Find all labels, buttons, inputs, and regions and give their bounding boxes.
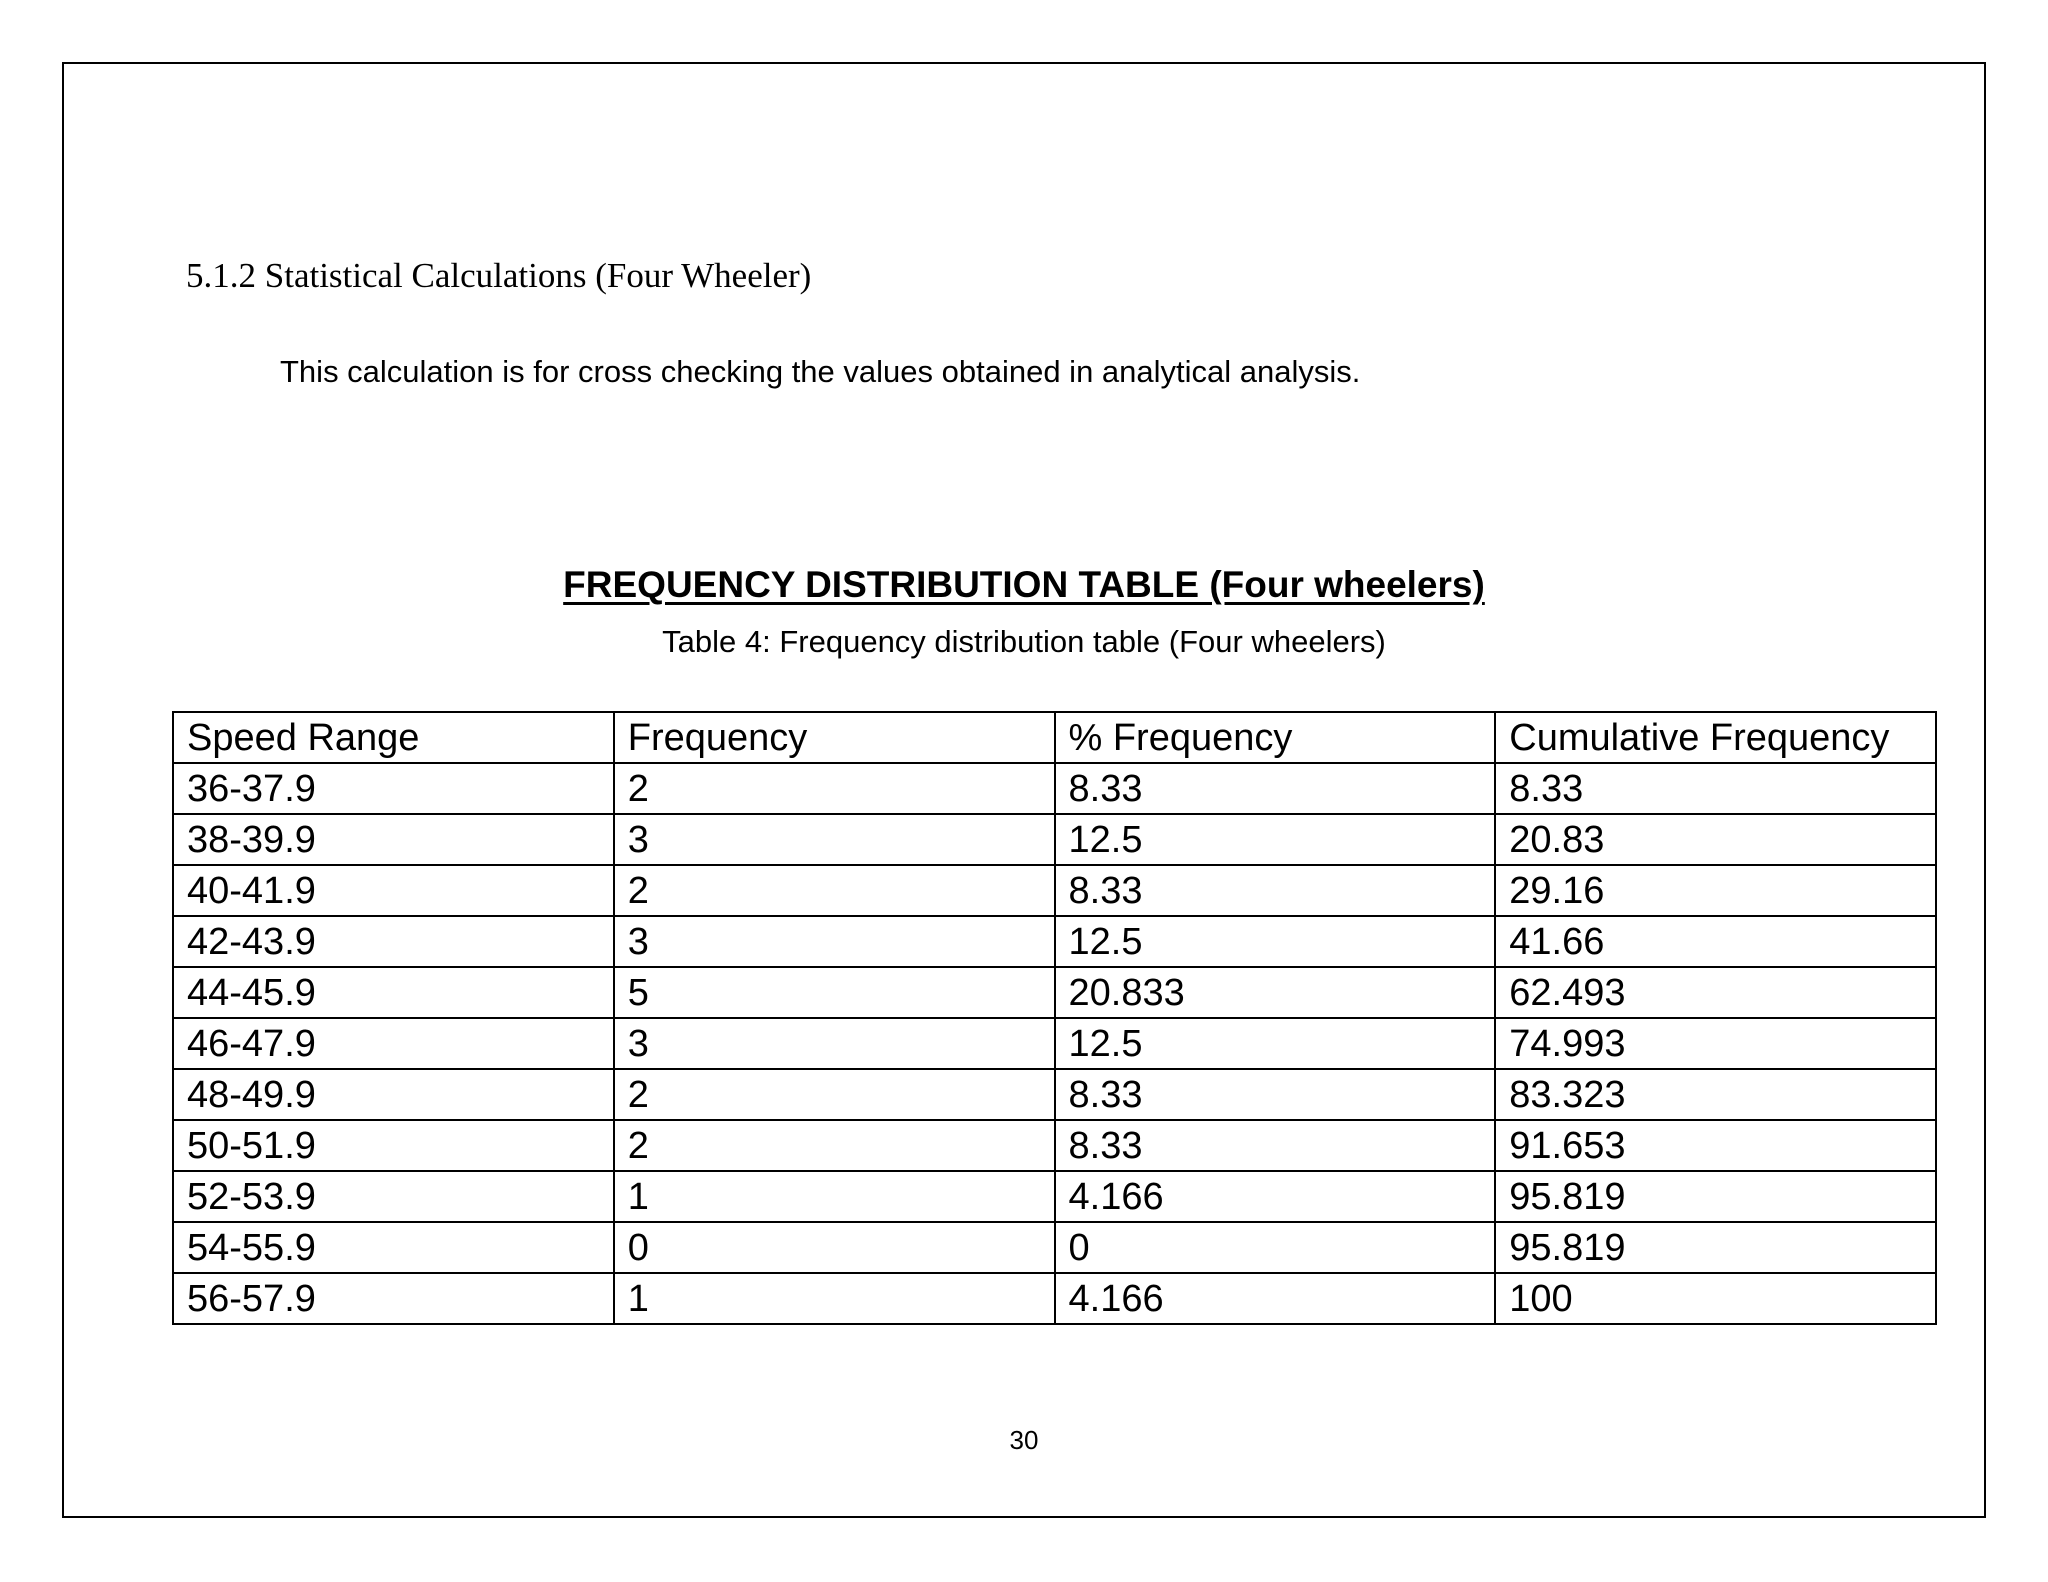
- cell-frequency: 5: [614, 967, 1055, 1018]
- cell-speed-range: 48-49.9: [173, 1069, 614, 1120]
- cell-speed-range: 44-45.9: [173, 967, 614, 1018]
- cell-percent-frequency: 0: [1055, 1222, 1496, 1273]
- table-title-text: FREQUENCY DISTRIBUTION TABLE (Four wheelers): [563, 564, 1485, 605]
- intro-paragraph: This calculation is for cross checking the values obtained in analytical analysis.: [280, 354, 1361, 389]
- cell-cumulative-frequency: 95.819: [1495, 1222, 1936, 1273]
- table-row: [173, 1018, 1936, 1069]
- header-row: [173, 712, 1936, 763]
- cell-percent-frequency: 4.166: [1055, 1171, 1496, 1222]
- cell-percent-frequency: 20.833: [1055, 967, 1496, 1018]
- table-body: [173, 763, 1936, 1324]
- header-percent-frequency: % Frequency: [1055, 712, 1496, 763]
- cell-percent-frequency: 12.5: [1055, 1018, 1496, 1069]
- section-heading: 5.1.2 Statistical Calculations (Four Wheeler): [186, 256, 812, 295]
- cell-cumulative-frequency: 20.83: [1495, 814, 1936, 865]
- cell-percent-frequency: 12.5: [1055, 814, 1496, 865]
- cell-speed-range: 42-43.9: [173, 916, 614, 967]
- cell-percent-frequency: 8.33: [1055, 763, 1496, 814]
- cell-percent-frequency: 8.33: [1055, 865, 1496, 916]
- cell-frequency: 3: [614, 814, 1055, 865]
- table-row: [173, 1171, 1936, 1222]
- cell-cumulative-frequency: 29.16: [1495, 865, 1936, 916]
- table-caption: Table 4: Frequency distribution table (Four wheelers): [662, 624, 1386, 659]
- cell-cumulative-frequency: 83.323: [1495, 1069, 1936, 1120]
- table-row: [173, 1273, 1936, 1324]
- cell-frequency: 3: [614, 1018, 1055, 1069]
- cell-speed-range: 56-57.9: [173, 1273, 614, 1324]
- cell-percent-frequency: 8.33: [1055, 1120, 1496, 1171]
- cell-speed-range: 46-47.9: [173, 1018, 614, 1069]
- cell-cumulative-frequency: 41.66: [1495, 916, 1936, 967]
- header-frequency: Frequency: [614, 712, 1055, 763]
- cell-percent-frequency: 4.166: [1055, 1273, 1496, 1324]
- header-speed-range: Speed Range: [173, 712, 614, 763]
- cell-percent-frequency: 12.5: [1055, 916, 1496, 967]
- cell-frequency: 1: [614, 1171, 1055, 1222]
- cell-frequency: 2: [614, 1120, 1055, 1171]
- cell-frequency: 2: [614, 865, 1055, 916]
- cell-cumulative-frequency: 95.819: [1495, 1171, 1936, 1222]
- cell-frequency: 3: [614, 916, 1055, 967]
- table-header: [173, 712, 1936, 763]
- page-number: 30: [1009, 1425, 1039, 1455]
- table-row: [173, 1120, 1936, 1171]
- table-row: [173, 865, 1936, 916]
- cell-speed-range: 54-55.9: [173, 1222, 614, 1273]
- table-row: [173, 763, 1936, 814]
- table-title: [0, 562, 2048, 608]
- cell-percent-frequency: 8.33: [1055, 1069, 1496, 1120]
- cell-cumulative-frequency: 8.33: [1495, 763, 1936, 814]
- table-row: [173, 814, 1936, 865]
- table-row: [173, 1222, 1936, 1273]
- cell-speed-range: 50-51.9: [173, 1120, 614, 1171]
- cell-cumulative-frequency: 62.493: [1495, 967, 1936, 1018]
- header-cumulative-frequency: Cumulative Frequency: [1495, 712, 1936, 763]
- cell-cumulative-frequency: 74.993: [1495, 1018, 1936, 1069]
- cell-speed-range: 40-41.9: [173, 865, 614, 916]
- table-row: [173, 1069, 1936, 1120]
- cell-cumulative-frequency: 100: [1495, 1273, 1936, 1324]
- cell-frequency: 2: [614, 763, 1055, 814]
- cell-cumulative-frequency: 91.653: [1495, 1120, 1936, 1171]
- cell-speed-range: 36-37.9: [173, 763, 614, 814]
- cell-frequency: 2: [614, 1069, 1055, 1120]
- table-row: [173, 916, 1936, 967]
- cell-speed-range: 52-53.9: [173, 1171, 614, 1222]
- frequency-distribution-table: [172, 711, 1937, 1325]
- table-row: [173, 967, 1936, 1018]
- cell-speed-range: 38-39.9: [173, 814, 614, 865]
- cell-frequency: 1: [614, 1273, 1055, 1324]
- cell-frequency: 0: [614, 1222, 1055, 1273]
